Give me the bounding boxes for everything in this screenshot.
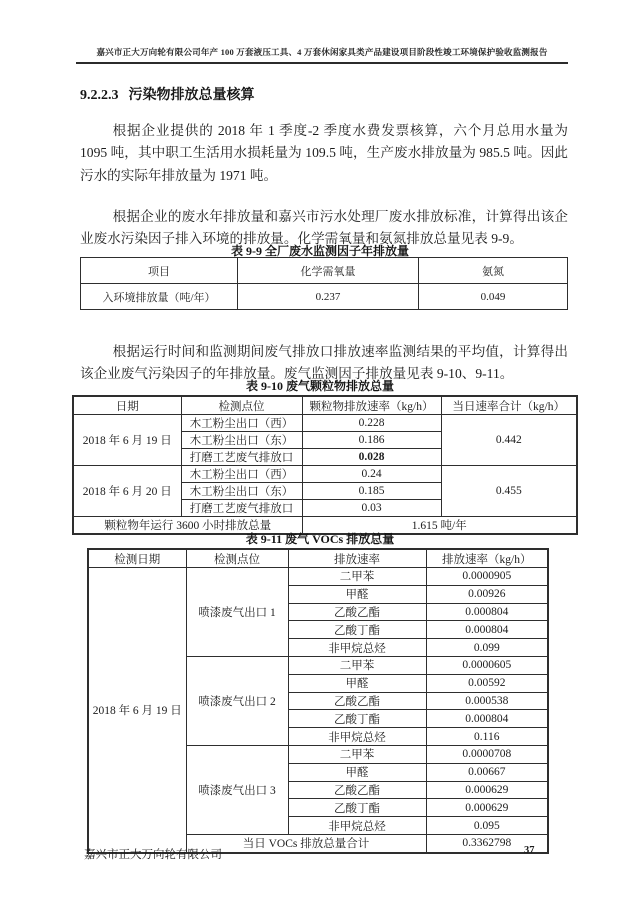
t11-outlet-cell: 喷漆废气出口 1 <box>186 568 288 657</box>
t11-rate-cell: 0.095 <box>426 817 548 835</box>
table-9-11-caption: 表 9-11 废气 VOCs 排放总量 <box>245 532 395 546</box>
t10-rate-cell: 0.228 <box>302 415 441 432</box>
t11-date-cell: 2018 年 6 月 19 日 <box>88 568 186 853</box>
t10-header-date: 日期 <box>73 396 181 415</box>
t10-daily-total-cell: 0.455 <box>441 466 577 517</box>
t11-total-value: 0.3362798 <box>426 834 548 852</box>
t10-point-cell: 木工粉尘出口（东） <box>181 483 302 500</box>
t11-rate-cell: 0.099 <box>426 639 548 657</box>
t9-cod-value: 0.237 <box>238 284 419 310</box>
report-header-title: 嘉兴市正大万向轮有限公司年产 100 万套液压工具、4 万套休闲家具类产品建设项目阶段性竣工环境保护验收监测报告 <box>96 47 548 57</box>
table-particulate-emission <box>72 395 578 535</box>
t11-pollutant-cell: 乙酸乙酯 <box>288 692 426 710</box>
t11-outlet-cell: 喷漆废气出口 2 <box>186 656 288 745</box>
t11-header-date: 检测日期 <box>88 549 186 568</box>
t11-total-label: 当日 VOCs 排放总量合计 <box>186 834 426 852</box>
header-rule <box>76 62 568 64</box>
t10-point-cell: 木工粉尘出口（东） <box>181 432 302 449</box>
t11-rate-cell: 0.000804 <box>426 710 548 728</box>
t11-pollutant-cell: 非甲烷总烃 <box>288 817 426 835</box>
t10-point-cell: 木工粉尘出口（西） <box>181 415 302 432</box>
footer-company-name: 嘉兴市正大万向轮有限公司 <box>84 849 222 861</box>
t10-date-cell: 2018 年 6 月 20 日 <box>73 466 181 517</box>
paragraph-wastewater-factors: 根据企业的废水年排放量和嘉兴市污水处理厂废水排放标准，计算得出该企业废水污染因子排入环境的排放量。化学需氧量和氨氮排放总量见表 9-9。 <box>80 208 568 247</box>
t9-nh3-value: 0.049 <box>419 284 568 310</box>
t10-point-cell: 打磨工艺废气排放口 <box>181 449 302 466</box>
t11-header-point: 检测点位 <box>186 549 288 568</box>
t10-annual-total-label: 颗粒物年运行 3600 小时排放总量 <box>73 517 302 535</box>
table-row <box>81 284 568 310</box>
t11-pollutant-cell: 二甲苯 <box>288 745 426 763</box>
t11-rate-cell: 0.000538 <box>426 692 548 710</box>
t10-daily-total-cell: 0.442 <box>441 415 577 466</box>
t10-point-cell: 打磨工艺废气排放口 <box>181 500 302 517</box>
t10-rate-cell: 0.185 <box>302 483 441 500</box>
t11-pollutant-cell: 甲醛 <box>288 585 426 603</box>
table-vocs-emission <box>87 548 549 854</box>
t11-rate-cell: 0.00926 <box>426 585 548 603</box>
t11-rate-cell: 0.0000605 <box>426 656 548 674</box>
t11-rate-cell: 0.116 <box>426 728 548 746</box>
t11-rate-cell: 0.000629 <box>426 799 548 817</box>
t11-rate-cell: 0.000804 <box>426 603 548 621</box>
t9-header-nh3: 氨氮 <box>419 258 568 284</box>
table-9-10-caption: 表 9-10 废气颗粒物排放总量 <box>246 379 394 393</box>
section-heading <box>80 84 255 104</box>
t9-header-cod: 化学需氧量 <box>238 258 419 284</box>
t11-pollutant-cell: 乙酸丁酯 <box>288 710 426 728</box>
t10-header-rate: 颗粒物排放速率（kg/h） <box>302 396 441 415</box>
table-row <box>81 258 568 284</box>
section-number: 9.2.2.3 <box>80 88 119 103</box>
paragraph-waste-gas: 根据运行时间和监测期间废气排放口排放速率监测结果的平均值，计算得出该企业废气污染因子的年排放量。废气监测因子排放量见表 9-10、9-11。 <box>80 343 568 382</box>
t11-rate-cell: 0.00592 <box>426 674 548 692</box>
table-row <box>73 396 577 415</box>
t10-header-daily-total: 当日速率合计（kg/h） <box>441 396 577 415</box>
t11-pollutant-cell: 乙酸乙酯 <box>288 781 426 799</box>
t9-row-label: 入环境排放量（吨/年） <box>81 284 238 310</box>
t10-rate-cell: 0.24 <box>302 466 441 483</box>
t11-rate-cell: 0.000804 <box>426 621 548 639</box>
t10-rate-cell: 0.186 <box>302 432 441 449</box>
t10-annual-total-value: 1.615 吨/年 <box>302 517 577 535</box>
t10-rate-cell: 0.028 <box>302 449 441 466</box>
t11-pollutant-cell: 乙酸乙酯 <box>288 603 426 621</box>
t11-outlet-cell: 喷漆废气出口 3 <box>186 745 288 834</box>
t11-rate-cell: 0.000629 <box>426 781 548 799</box>
t10-point-cell: 木工粉尘出口（西） <box>181 466 302 483</box>
t11-rate-cell: 0.00667 <box>426 763 548 781</box>
t9-header-item: 项目 <box>81 258 238 284</box>
t11-pollutant-cell: 二甲苯 <box>288 656 426 674</box>
t10-date-cell: 2018 年 6 月 19 日 <box>73 415 181 466</box>
t11-rate-cell: 0.0000905 <box>426 568 548 586</box>
section-title: 污染物排放总量核算 <box>128 88 255 103</box>
t11-header-rate: 排放速率（kg/h） <box>426 549 548 568</box>
table-wastewater-annual-emission <box>80 257 568 310</box>
table-row <box>88 568 548 586</box>
table-9-9-caption: 表 9-9 全厂废水监测因子年排放量 <box>231 244 409 258</box>
t11-header-pollutant: 排放速率 <box>288 549 426 568</box>
t10-header-point: 检测点位 <box>181 396 302 415</box>
t11-rate-cell: 0.0000708 <box>426 745 548 763</box>
t11-pollutant-cell: 乙酸丁酯 <box>288 799 426 817</box>
t11-pollutant-cell: 乙酸丁酯 <box>288 621 426 639</box>
table-row <box>73 466 577 483</box>
page-number: 37 <box>524 845 535 856</box>
t11-pollutant-cell: 甲醛 <box>288 763 426 781</box>
t11-pollutant-cell: 甲醛 <box>288 674 426 692</box>
t10-rate-cell: 0.03 <box>302 500 441 517</box>
table-row <box>88 549 548 568</box>
t11-pollutant-cell: 二甲苯 <box>288 568 426 586</box>
t11-pollutant-cell: 非甲烷总烃 <box>288 639 426 657</box>
paragraph-water-usage: 根据企业提供的 2018 年 1 季度-2 季度水费发票核算，六个月总用水量为 1095 吨，其中职工生活用水损耗量为 109.5 吨，生产废水排放量为 985.5 吨。因此污水的实际年排放量为 1971 吨。 <box>80 122 568 183</box>
t11-pollutant-cell: 非甲烷总烃 <box>288 728 426 746</box>
table-row <box>73 415 577 432</box>
